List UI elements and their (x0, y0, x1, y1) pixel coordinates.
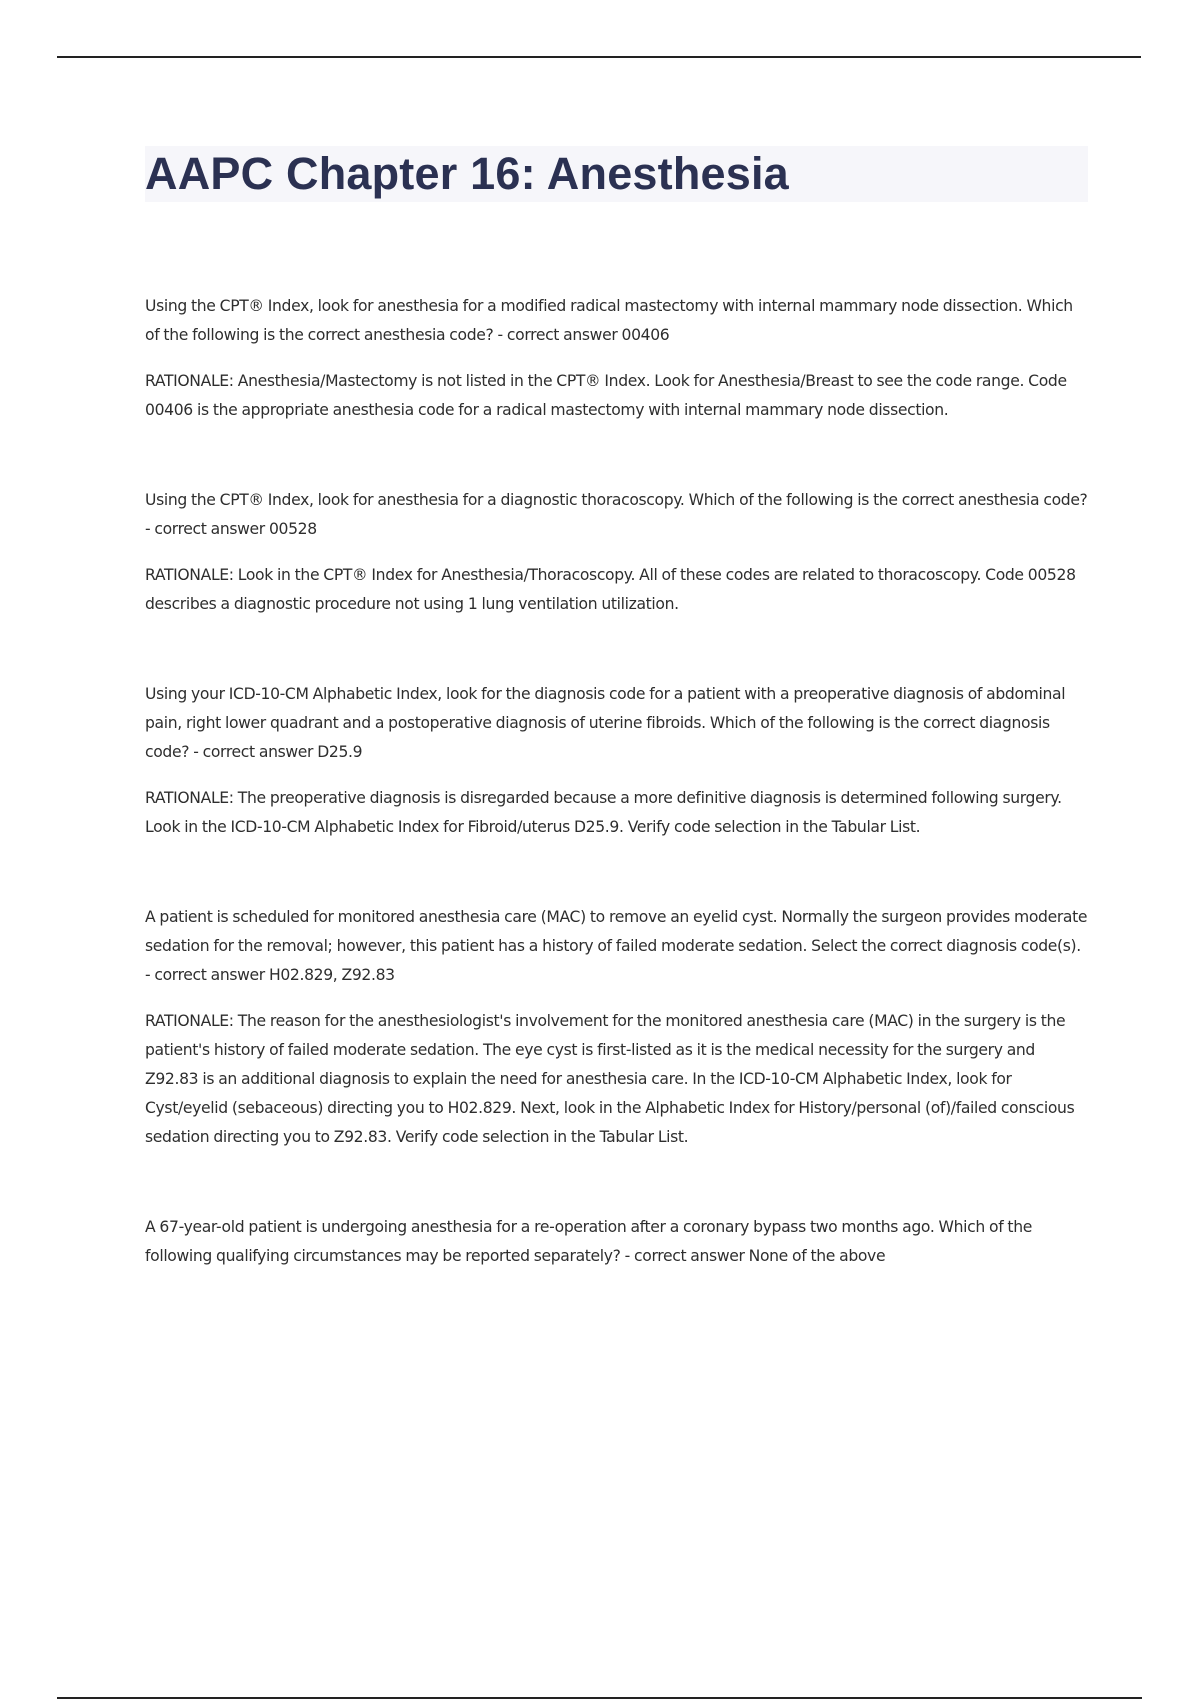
header-rule (57, 56, 1141, 58)
rationale-text: RATIONALE: Look in the CPT® Index for Anesthesia/Thoracoscopy. All of these codes are related to thoracoscopy. Code 00528 describes a diagnostic procedure not using 1 lung ventilation utilization. (145, 566, 1076, 613)
footer-rule (57, 1697, 1142, 1699)
document-title: AAPC Chapter 16: Anesthesia (145, 148, 789, 199)
qa-item (145, 292, 1090, 425)
question-text: A patient is scheduled for monitored anesthesia care (MAC) to remove an eyelid cyst. Normally the surgeon provides moderate sedation for the removal; however, this patient has a history of failed moderate sedation. Select the correct diagnosis code(s). - correct answer H02.829, Z92.83 (145, 908, 1088, 984)
rationale-text: RATIONALE: The reason for the anesthesiologist's involvement for the monitored anesthesia care (MAC) in the surgery is the patient's history of failed moderate sedation. The eye cyst is first-listed as it is the medical necessity for the surgery and Z92.83 is an additional diagnosis to explain the need for anesthesia care. In the ICD-10-CM Alphabetic Index, look for Cyst/eyelid (sebaceous) directing you to H02.829. Next, look in the Alphabetic Index for History/personal (of)/failed conscious sedation directing you to Z92.83. Verify code selection in the Tabular List. (145, 1012, 1075, 1146)
question-text: A 67-year-old patient is undergoing anesthesia for a re-operation after a coronary bypass two months ago. Which of the following qualifying circumstances may be reported separately? - correct answer None of the above (145, 1218, 1032, 1265)
qa-item (145, 486, 1090, 619)
qa-item (145, 1213, 1090, 1271)
question-text: Using the CPT® Index, look for anesthesia for a modified radical mastectomy with internal mammary node dissection. Which of the following is the correct anesthesia code? - correct answer 00406 (145, 297, 1073, 344)
question-text: Using your ICD-10-CM Alphabetic Index, look for the diagnosis code for a patient with a preoperative diagnosis of abdominal pain, right lower quadrant and a postoperative diagnosis of uterine fibroids. Which of the following is the correct diagnosis code? - correct answer D25.9 (145, 685, 1066, 761)
rationale-text: RATIONALE: The preoperative diagnosis is disregarded because a more definitive diagnosis is determined following surgery. Look in the ICD-10-CM Alphabetic Index for Fibroid/uterus D25.9. Verify code selection in the Tabular List. (145, 789, 1062, 836)
document-body (145, 292, 1090, 1271)
qa-item (145, 680, 1090, 842)
qa-item (145, 903, 1090, 1152)
rationale-text: RATIONALE: Anesthesia/Mastectomy is not listed in the CPT® Index. Look for Anesthesia/Breast to see the code range. Code 00406 is the appropriate anesthesia code for a radical mastectomy with internal mammary node dissection. (145, 372, 1067, 419)
question-text: Using the CPT® Index, look for anesthesia for a diagnostic thoracoscopy. Which of the following is the correct anesthesia code? - correct answer 00528 (145, 491, 1088, 538)
